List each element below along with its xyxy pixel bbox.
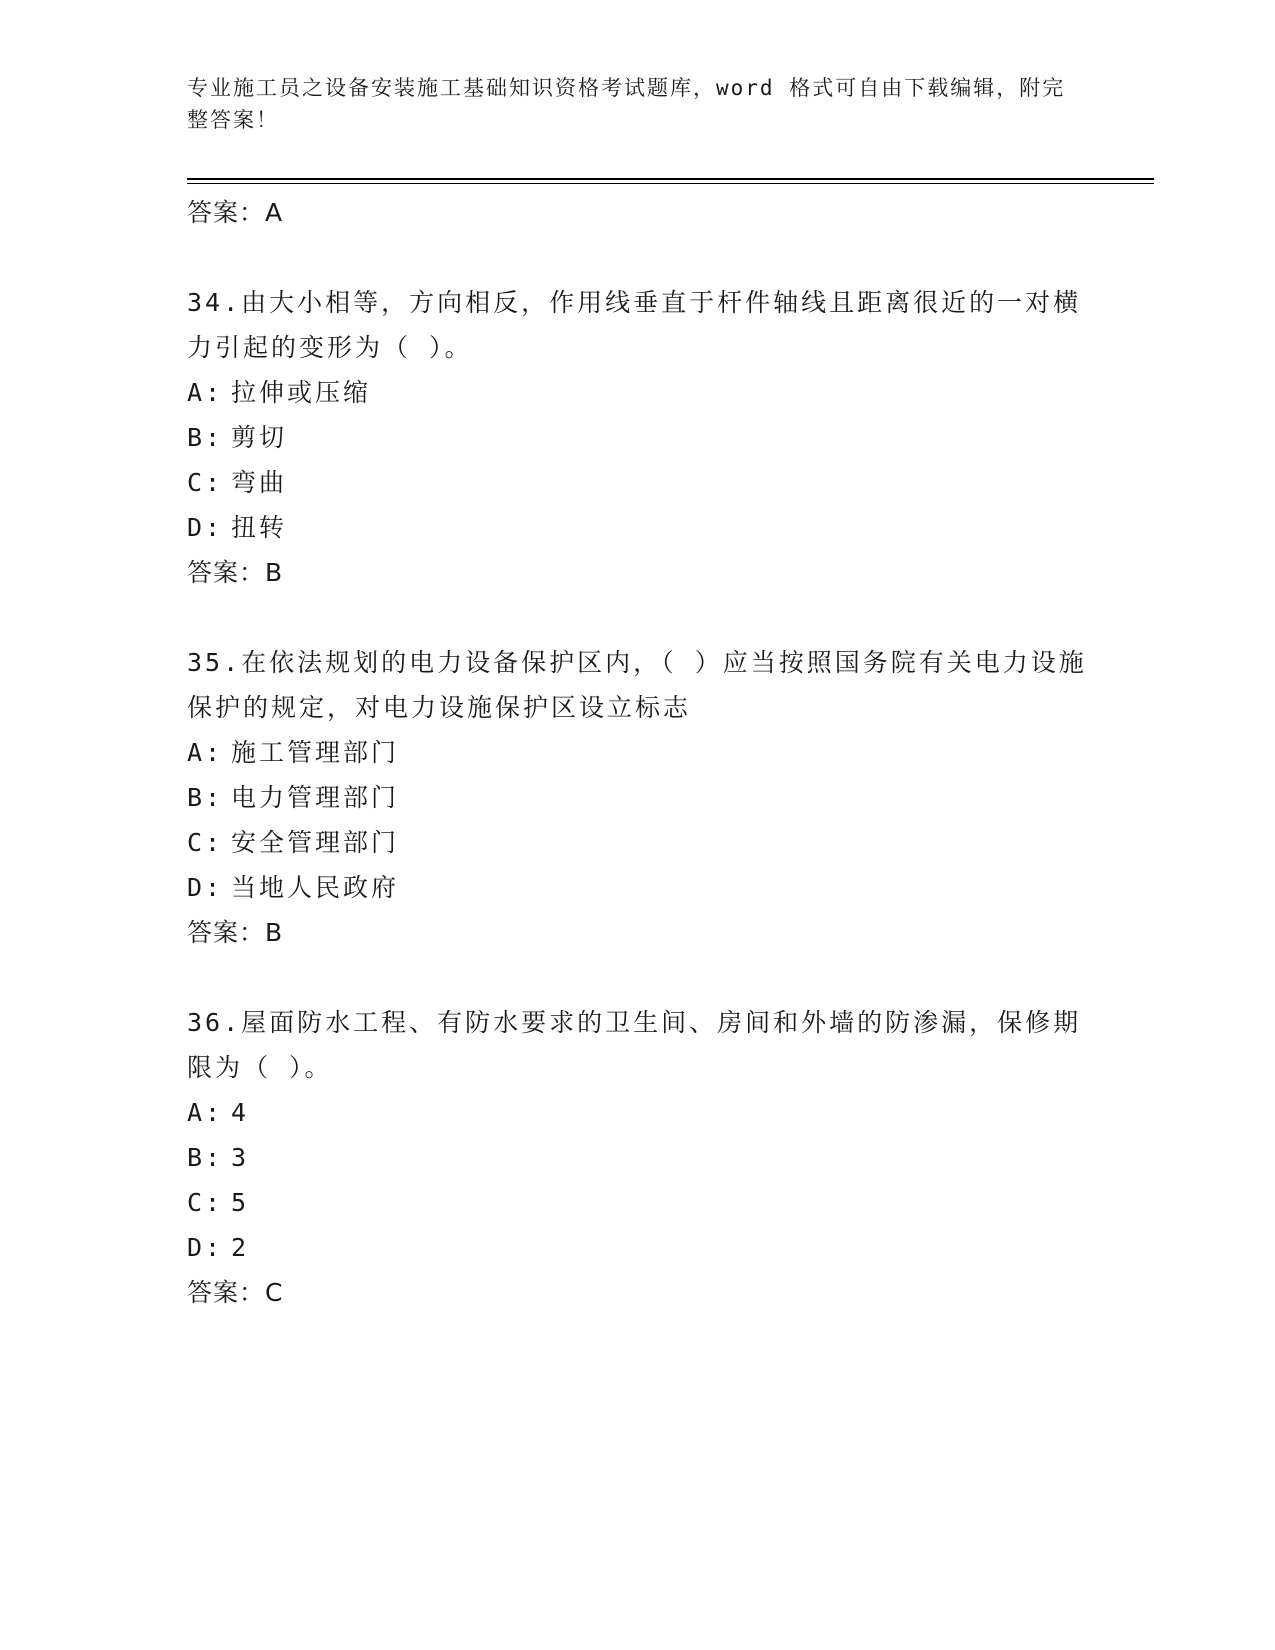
option-key: B: bbox=[187, 1143, 224, 1172]
answer-line: 答案：C bbox=[187, 1278, 284, 1307]
option-d bbox=[187, 1225, 1087, 1270]
question-text: 35.在依法规划的电力设备保护区内，（ ）应当按照国务院有关电力设施保护的规定，对电力设施保护区设立标志 bbox=[187, 648, 1087, 722]
option-text: 5 bbox=[231, 1188, 250, 1217]
document-header: 专业施工员之设备安装施工基础知识资格考试题库，word 格式可自由下载编辑，附完整答案！ bbox=[187, 76, 1066, 132]
option-key: C: bbox=[187, 828, 224, 857]
option-text: 弯曲 bbox=[231, 468, 288, 497]
question-item bbox=[187, 640, 1087, 956]
option-text: 电力管理部门 bbox=[231, 783, 400, 812]
option-text: 剪切 bbox=[231, 423, 288, 452]
question-item bbox=[187, 1000, 1087, 1316]
option-key: B: bbox=[187, 783, 224, 812]
question-item bbox=[187, 280, 1087, 596]
option-text: 当地人民政府 bbox=[231, 873, 400, 902]
option-text: 扭转 bbox=[231, 513, 288, 542]
answer-line: 答案：B bbox=[187, 918, 284, 947]
option-key: A: bbox=[187, 738, 224, 767]
option-key: D: bbox=[187, 513, 224, 542]
option-b bbox=[187, 1135, 1087, 1180]
option-a bbox=[187, 370, 1087, 415]
option-text: 4 bbox=[231, 1098, 250, 1127]
question-text: 36.屋面防水工程、有防水要求的卫生间、房间和外墙的防渗漏，保修期限为（ ）。 bbox=[187, 1008, 1082, 1082]
header-rule-thick bbox=[187, 178, 1154, 180]
option-key: A: bbox=[187, 378, 224, 407]
option-a bbox=[187, 730, 1087, 775]
option-key: D: bbox=[187, 873, 224, 902]
option-text: 施工管理部门 bbox=[231, 738, 400, 767]
option-key: C: bbox=[187, 468, 224, 497]
option-b bbox=[187, 775, 1087, 820]
question-text: 34.由大小相等，方向相反，作用线垂直于杆件轴线且距离很近的一对横力引起的变形为（ ）。 bbox=[187, 288, 1082, 362]
option-d bbox=[187, 865, 1087, 910]
option-text: 拉伸或压缩 bbox=[231, 378, 372, 407]
document-body bbox=[187, 190, 1087, 1316]
option-d bbox=[187, 505, 1087, 550]
option-b bbox=[187, 415, 1087, 460]
answer-line: 答案：A bbox=[187, 198, 284, 227]
option-c bbox=[187, 820, 1087, 865]
option-key: D: bbox=[187, 1233, 224, 1262]
option-c bbox=[187, 460, 1087, 505]
option-key: C: bbox=[187, 1188, 224, 1217]
option-text: 安全管理部门 bbox=[231, 828, 400, 857]
option-a bbox=[187, 1090, 1087, 1135]
header-rule-thin bbox=[187, 183, 1154, 184]
option-text: 2 bbox=[231, 1233, 250, 1262]
option-key: A: bbox=[187, 1098, 224, 1127]
option-text: 3 bbox=[231, 1143, 250, 1172]
option-key: B: bbox=[187, 423, 224, 452]
option-c bbox=[187, 1180, 1087, 1225]
answer-line: 答案：B bbox=[187, 558, 284, 587]
